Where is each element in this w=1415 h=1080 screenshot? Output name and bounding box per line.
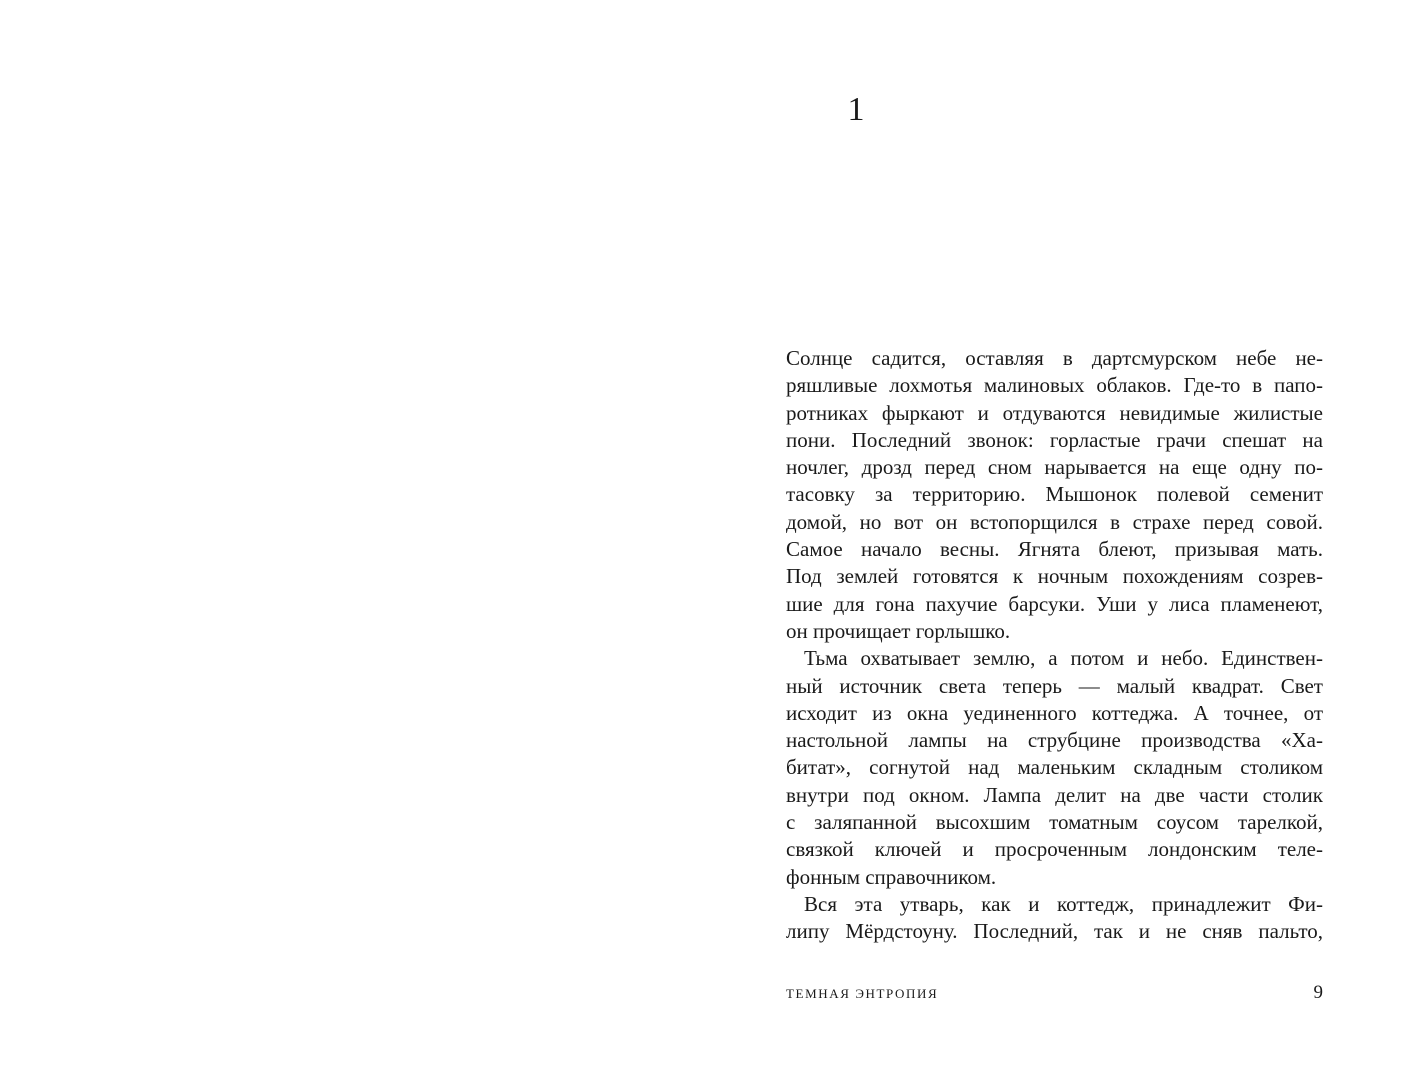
left-page-blank [0, 0, 707, 1080]
text-line: Под землей готовятся к ночным похождениям созрев- [786, 564, 1323, 589]
text-line: Самое начало весны. Ягнята блеют, призывая мать. [786, 537, 1323, 562]
text-line: исходит из окна уединенного коттеджа. А точнее, от [786, 700, 1323, 725]
text-line: настольной лампы на струбцине производства «Ха- [786, 728, 1323, 753]
text-line: тасовку за территорию. Мышонок полевой семенит [786, 482, 1323, 507]
chapter-number: 1 [847, 91, 865, 128]
text-line: связкой ключей и просроченным лондонским теле- [786, 837, 1323, 862]
text-line: липу Мёрдстоуну. Последний, так и не сняв пальто, [786, 919, 1323, 944]
text-line: ряшливые лохмотья малиновых облаков. Где-то в папо- [786, 373, 1323, 398]
text-line: внутри под окном. Лампа делит на две части столик [786, 782, 1323, 807]
text-line: Тьма охватывает землю, а потом и небо. Единствен- [804, 646, 1323, 671]
text-line: ный источник света теперь — малый квадрат. Свет [786, 673, 1323, 698]
text-line: битат», согнутой над маленьким складным столиком [786, 755, 1323, 780]
text-line: он прочищает горлышко. [786, 618, 1011, 643]
text-line: ротниках фыркают и отдуваются невидимые жилистые [786, 400, 1323, 425]
text-line: ночлег, дрозд перед сном нарывается на еще одну по- [786, 455, 1323, 480]
text-line: Солнце садится, оставляя в дартсмурском небе не- [786, 346, 1323, 370]
running-footer-title: ТЕМНАЯ ЭНТРОПИЯ [786, 986, 939, 1001]
text-line: с заляпанной высохшим томатным соусом тарелкой, [786, 810, 1323, 835]
page-number: 9 [1313, 982, 1323, 1003]
text-line: шие для гона пахучие барсуки. Уши у лиса пламенеют, [786, 591, 1323, 616]
text-line: фонным справочником. [786, 864, 997, 889]
text-line: Вся эта утварь, как и коттедж, принадлежит Фи- [804, 891, 1323, 916]
text-line: пони. Последний звонок: горластые грачи спешат на [786, 427, 1323, 452]
body-text [786, 345, 1323, 946]
text-line: домой, но вот он встопорщился в страхе перед совой. [786, 509, 1323, 534]
